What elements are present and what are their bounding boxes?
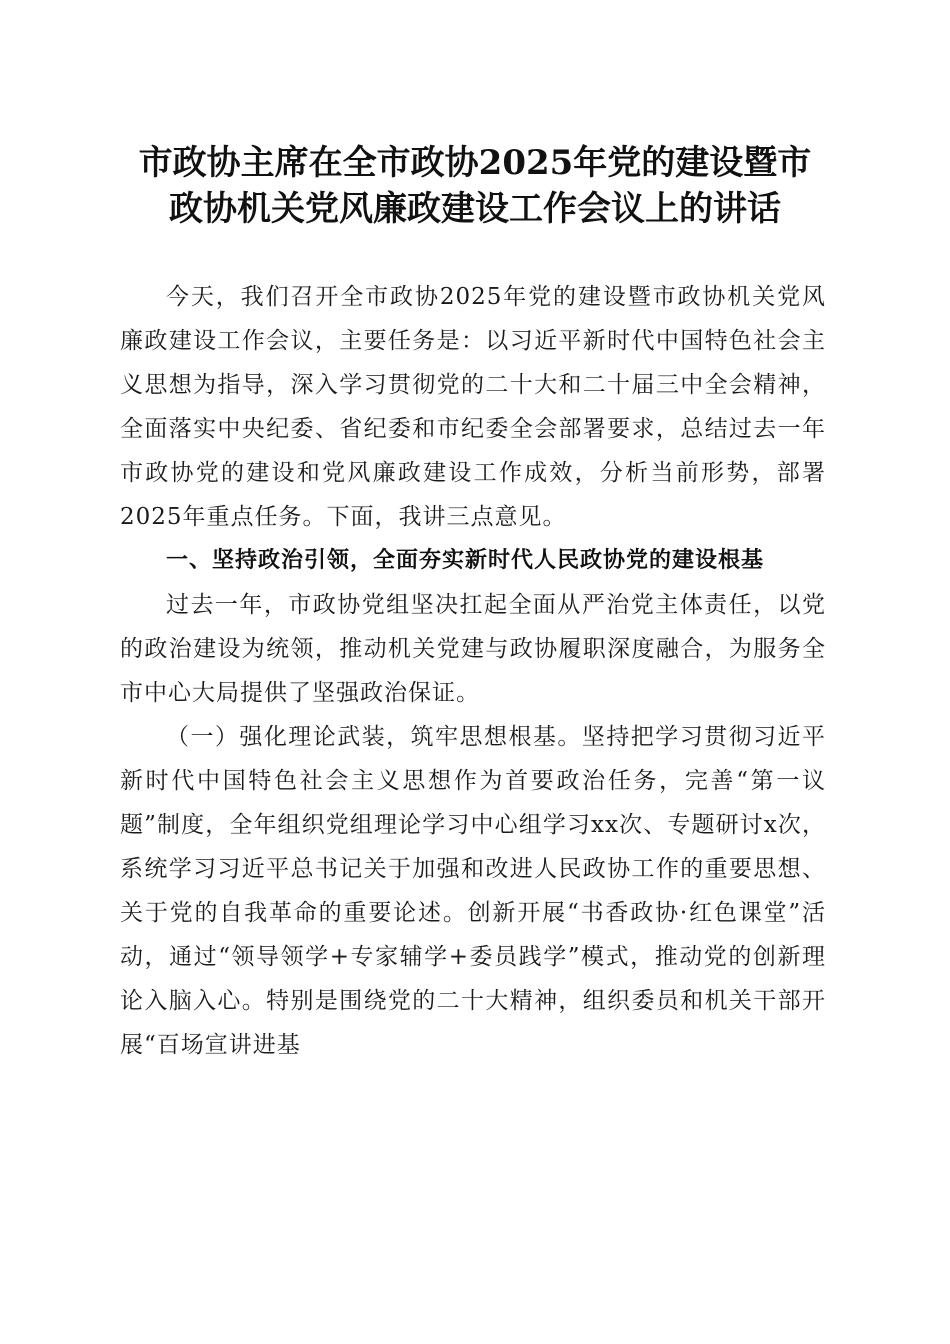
document-title <box>100 140 850 232</box>
subsection-1-body: 坚持把学习贯彻习近平新时代中国特色社会主义思想作为首要政治任务，完善“第一议题”制度，全年组织党组理论学习中心组学习xx次、专题研讨x次，系统学习习近平总书记关于加强和改进人民政协工作的重要思想、关于党的自我革命的重要论述。创新开展“书香政协·红色课堂”活动，通过“领导领学+专家辅学+委员践学”模式，推动党的创新理论入脑入心。特别是围绕党的二十大精神，组织委员和机关干部开展“百场宣讲进基 <box>120 724 827 1058</box>
title-line-1: 市政协主席在全市政协2025年党的建设暨市 <box>138 143 812 183</box>
title-line-2: 政协机关党风廉政建设工作会议上的讲话 <box>169 189 781 229</box>
subsection-1-title: （一）强化理论武装，筑牢思想根基。 <box>166 724 582 750</box>
intro-paragraph: 今天，我们召开全市政协2025年党的建设暨市政协机关党风廉政建设工作会议，主要任务是：以习近平新时代中国特色社会主义思想为指导，深入学习贯彻党的二十大和二十届三中全会精神，全面落实中央纪委、省纪委和市纪委全会部署要求，总结过去一年市政协党的建设和党风廉政建设工作成效，分析当前形势，部署2025年重点任务。下面，我讲三点意见。 <box>120 284 826 530</box>
section-1-heading: 一、坚持政治引领，全面夯实新时代人民政协党的建设根基 <box>166 548 765 573</box>
section-1-paragraph: 过去一年，市政协党组坚决扛起全面从严治党主体责任，以党的政治建设为统领，推动机关党建与政协履职深度融合，为服务全市中心大局提供了坚强政治保证。 <box>120 592 826 706</box>
document-body <box>120 275 826 1067</box>
subsection-1-paragraph <box>120 715 826 1067</box>
